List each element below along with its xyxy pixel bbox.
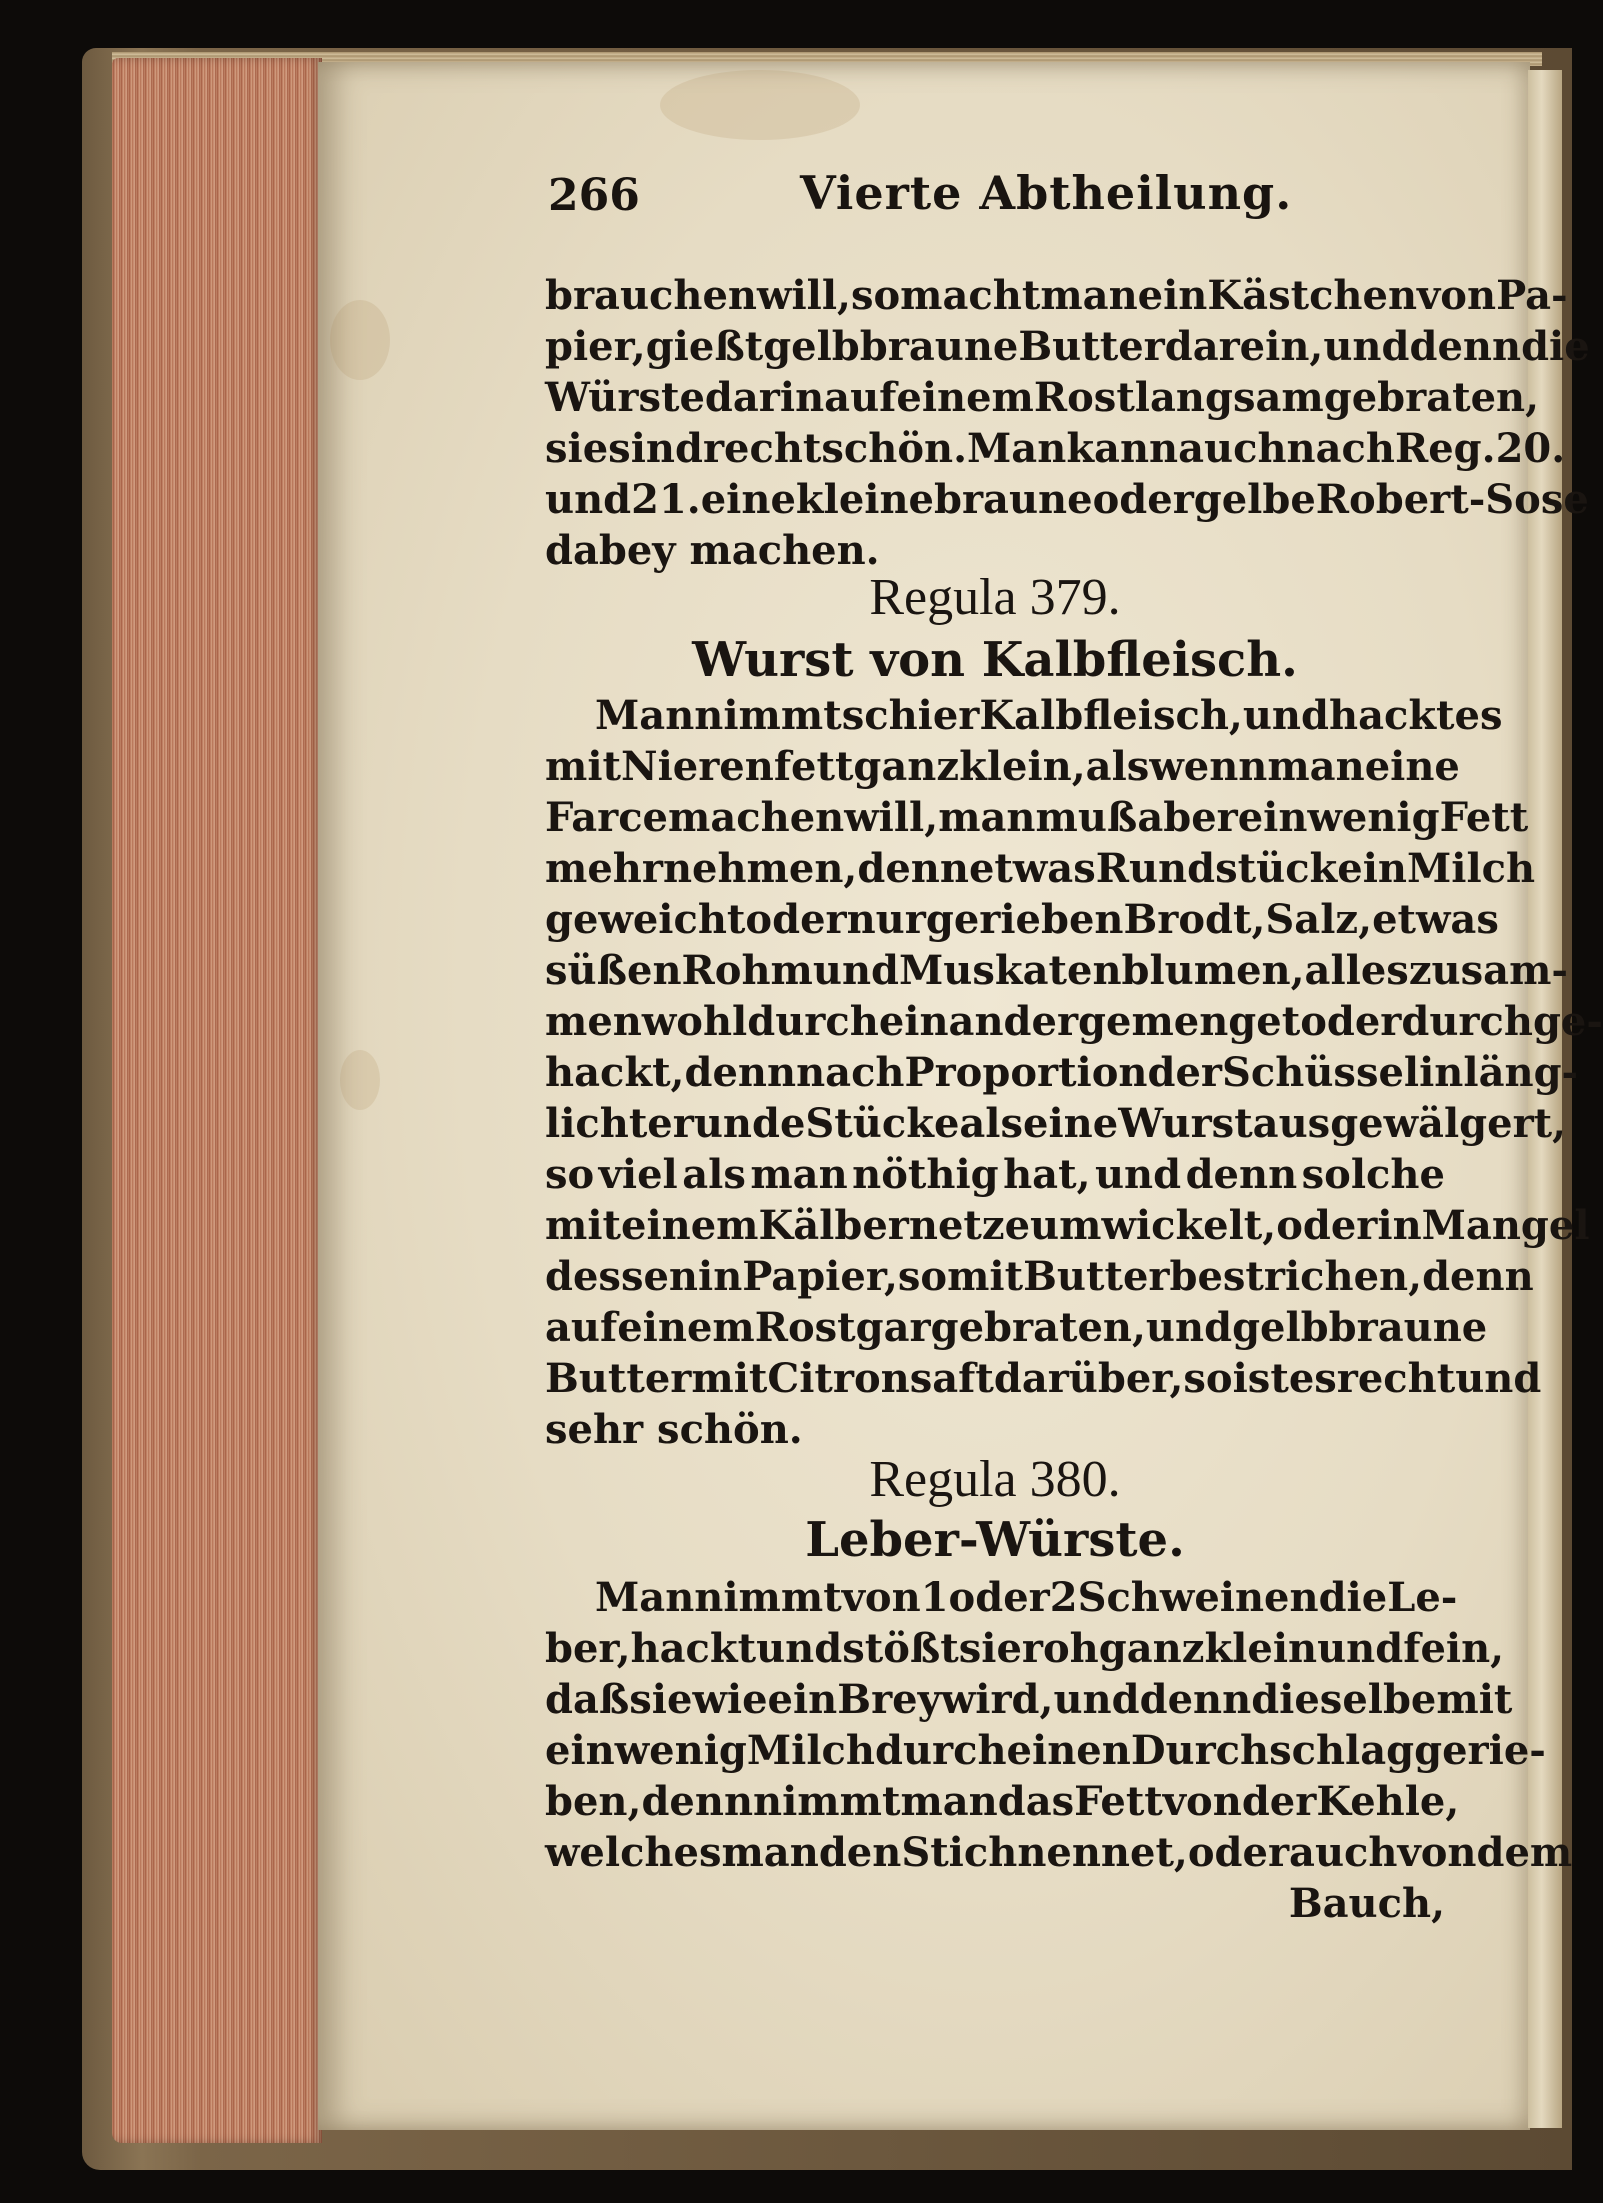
text-line: brauchen will, so macht man ein Kästchen von Pa- (545, 272, 1568, 319)
catchword: Bauch, (1288, 1880, 1445, 1927)
text-line: daß sie wie ein Brey wird, und denn dieselbe mit (545, 1676, 1513, 1723)
text-line: Man nimmt schier Kalbfleisch, und hackt es (595, 692, 1503, 739)
text-line: dessen in Papier, so mit Butter bestrichen, denn (545, 1253, 1534, 1300)
rule-title-380: Leber-Würste. (805, 1512, 1185, 1568)
text-line: und 21. eine kleine braune oder gelbe Robert-Sose (545, 476, 1589, 523)
text-line: sie sind recht schön. Man kann auch nach Reg. 20. (545, 425, 1566, 472)
text-line: auf einem Rost gar gebraten, und gelbbraune (545, 1304, 1488, 1351)
text-line: Würste darin auf einem Rost langsam gebraten, (545, 374, 1540, 421)
text-line: Butter mit Citronsaft darüber, so ist es recht und (545, 1355, 1542, 1402)
rule-number-380: Regula 380. (869, 1451, 1121, 1508)
text-line: ber, hackt und stößt sie roh ganz klein und fein, (545, 1625, 1505, 1672)
text-line: Man nimmt von 1 oder 2 Schweinen die Le- (595, 1574, 1458, 1621)
page-number: 266 (548, 170, 640, 221)
page-stain (660, 70, 860, 140)
text-line: mit einem Kälbernetze umwickelt, oder in Mangel (545, 1202, 1590, 1249)
page-stain (330, 300, 390, 380)
text-line: mit Nierenfett ganz klein, als wenn man eine (545, 743, 1460, 790)
text-line: dabey machen. (545, 527, 880, 574)
text-line: pier, gießt gelbbraune Butter darein, und denn die (545, 323, 1590, 370)
text-line: men wohl durch einander gemenget oder durchge- (545, 998, 1603, 1045)
paragraph-continuation (545, 270, 1590, 576)
text-line: ein wenig Milch durch einen Durchschlag gerie- (545, 1727, 1546, 1774)
paragraph-rule-379 (545, 690, 1603, 1455)
page-stain (340, 1050, 380, 1110)
text-line: mehr nehmen, denn etwas Rundstücke in Milch (545, 845, 1536, 892)
text-line: lichte runde Stücke als eine Wurst ausgewälgert, (545, 1100, 1567, 1147)
rule-number-379: Regula 379. (869, 569, 1121, 626)
text-line: Farce machen will, man muß aber ein wenig Fett (545, 794, 1529, 841)
text-line: so viel als man nöthig hat, und denn solche (545, 1151, 1445, 1198)
text-line: geweicht oder nur gerieben Brodt, Salz, etwas (545, 896, 1499, 943)
page-edges (112, 58, 322, 2143)
text-line: hackt, denn nach Proportion der Schüssel in läng- (545, 1049, 1579, 1096)
text-line: ben, denn nimmt man das Fett von der Kehle, (545, 1778, 1460, 1825)
rule-title-379: Wurst von Kalbfleisch. (692, 632, 1298, 688)
running-head: Vierte Abtheilung. (800, 166, 1293, 220)
text-line: sehr schön. (545, 1406, 803, 1453)
paragraph-rule-380 (545, 1572, 1573, 1929)
text-line: süßen Rohm und Muskatenblumen, alles zusam- (545, 947, 1568, 994)
text-line: welches man den Stich nennet, oder auch von dem (545, 1829, 1573, 1876)
